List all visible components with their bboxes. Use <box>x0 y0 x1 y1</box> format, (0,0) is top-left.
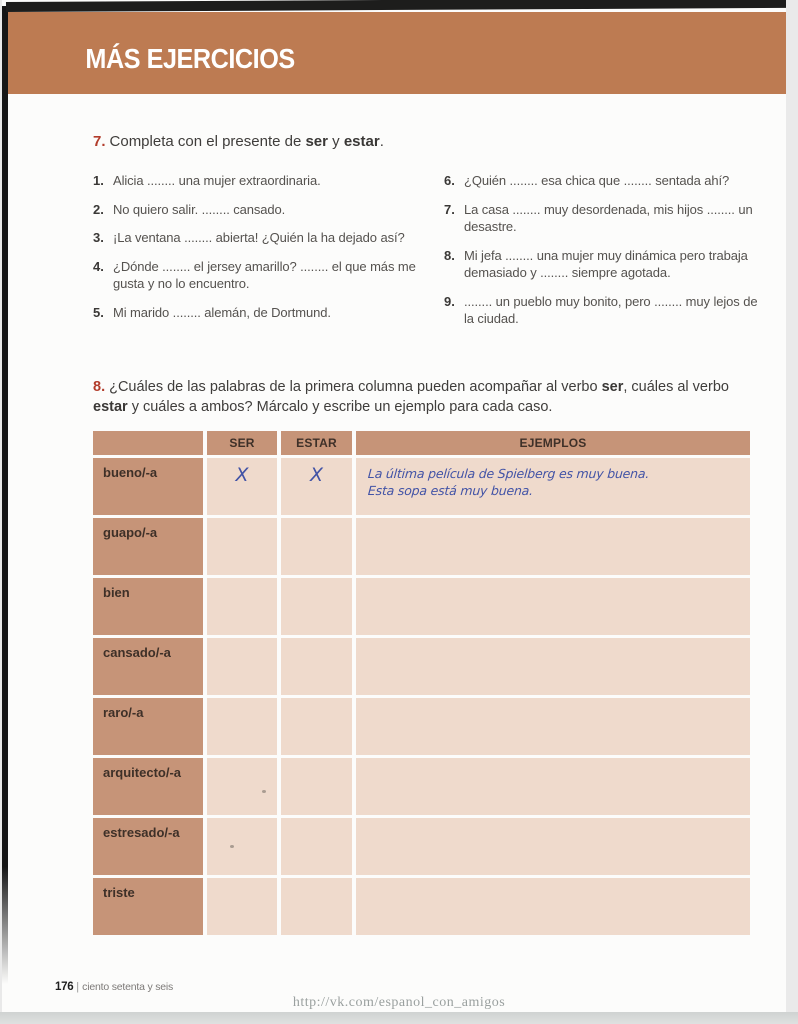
scan-edge-top <box>6 0 787 12</box>
scan-speck <box>262 790 266 793</box>
item-number: 1. <box>93 173 104 188</box>
table-header-cell: ESTAR <box>281 431 352 455</box>
table-header-cell <box>93 431 203 455</box>
item-text: ¿Dónde ........ el jersey amarillo? ........ el que más me gusta y no lo encuentro. <box>113 258 416 291</box>
page-footer <box>55 981 173 993</box>
scan-edge-bottom <box>0 1012 798 1024</box>
exercise8-title-ser: ser <box>601 379 624 395</box>
item-text: ........ un pueblo muy bonito, pero ........ muy lejos de la ciudad. <box>464 293 758 326</box>
handwritten-line: La última película de Spielberg es muy buena. <box>367 466 650 481</box>
exercise7-items <box>93 172 760 339</box>
exercise-item <box>93 229 437 247</box>
item-text: La casa ........ muy desordenada, mis hijos ........ un desastre. <box>464 201 753 234</box>
examples-cell <box>356 818 750 875</box>
estar-mark-cell <box>281 878 352 935</box>
scan-edge-right <box>786 0 798 1024</box>
handwritten-x: X <box>309 464 324 486</box>
item-number: 2. <box>93 201 104 217</box>
estar-mark-cell <box>281 698 352 755</box>
item-number: 3. <box>93 230 104 245</box>
item-number: 8. <box>444 247 455 263</box>
ser-mark-cell <box>207 698 277 755</box>
ser-mark-cell <box>207 518 277 575</box>
exercise-item <box>93 172 437 190</box>
estar-mark-cell <box>281 638 352 695</box>
ser-mark-cell <box>207 818 277 875</box>
item-text: Mi marido ........ alemán, de Dortmund. <box>113 304 331 320</box>
examples-cell <box>356 698 750 755</box>
examples-cell <box>356 878 750 935</box>
row-label-cell: triste <box>93 878 203 935</box>
exercise7-title-ser: ser <box>305 133 328 150</box>
exercise-item <box>93 304 437 322</box>
row-label-cell: bueno/-a <box>93 458 203 515</box>
examples-cell <box>356 518 750 575</box>
table-header-cell: SER <box>207 431 277 455</box>
item-text: ¿Quién ........ esa chica que ........ sentada ahí? <box>464 173 730 188</box>
row-label-cell: bien <box>93 578 203 635</box>
examples-cell <box>356 578 750 635</box>
exercise-item <box>444 172 760 190</box>
estar-mark-cell <box>281 458 352 515</box>
page-number: 176 <box>55 981 74 993</box>
item-number: 6. <box>444 173 455 188</box>
page-title: MÁS EJERCICIOS <box>85 43 295 74</box>
item-number: 5. <box>93 304 104 320</box>
exercise8-title-mid: , cuáles al verbo <box>623 379 729 395</box>
examples-cell <box>356 458 750 515</box>
exercise7-title-suffix: . <box>379 133 384 150</box>
row-label-cell: raro/-a <box>93 698 203 755</box>
item-text: Mi jefa ........ una mujer muy dinámica pero trabaja demasiado y ........ siempre agotada. <box>464 247 748 280</box>
exercise7-title-mid: y <box>328 133 344 150</box>
section-banner <box>8 12 786 94</box>
examples-cell <box>356 638 750 695</box>
ser-mark-cell <box>207 578 277 635</box>
estar-mark-cell <box>281 758 352 815</box>
ser-mark-cell <box>207 638 277 695</box>
row-label-cell: cansado/-a <box>93 638 203 695</box>
exercise8-title-suffix: y cuáles a ambos? Márcalo y escribe un ejemplo para cada caso. <box>127 399 553 415</box>
row-label-cell: estresado/-a <box>93 818 203 875</box>
scan-speck <box>230 845 234 848</box>
item-number: 9. <box>444 293 455 309</box>
exercise7-heading <box>93 133 753 150</box>
row-label-cell: arquitecto/-a <box>93 758 203 815</box>
item-text: ¡La ventana ........ abierta! ¿Quién la ha dejado así? <box>113 230 405 245</box>
exercise8-number: 8. <box>93 379 106 395</box>
page-number-words: ciento setenta y seis <box>82 981 174 993</box>
estar-mark-cell <box>281 578 352 635</box>
estar-mark-cell <box>281 518 352 575</box>
exercise-item <box>93 258 437 293</box>
item-text: Alicia ........ una mujer extraordinaria. <box>113 173 321 188</box>
footer-separator: | <box>76 981 80 993</box>
exercise-item <box>93 201 437 219</box>
exercise-item <box>444 247 760 282</box>
item-text: No quiero salir. ........ cansado. <box>113 201 286 217</box>
ser-mark-cell <box>207 878 277 935</box>
ser-estar-table <box>93 431 750 935</box>
exercise-item <box>444 201 760 236</box>
exercise7-number: 7. <box>93 133 106 150</box>
exercise8-title-text: ¿Cuáles de las palabras de la primera columna pueden acompañar al verbo <box>109 379 602 395</box>
examples-cell <box>356 758 750 815</box>
row-label-cell: guapo/-a <box>93 518 203 575</box>
handwritten-line: Esta sopa está muy buena. <box>367 483 534 498</box>
exercise7-title-estar: estar <box>343 133 380 150</box>
exercise7-right-column <box>444 172 760 339</box>
table-header-cell: EJEMPLOS <box>356 431 750 455</box>
exercise7-left-column <box>93 172 437 339</box>
ser-mark-cell <box>207 758 277 815</box>
item-number: 4. <box>93 258 104 274</box>
ser-mark-cell <box>207 458 277 515</box>
estar-mark-cell <box>281 818 352 875</box>
exercise7-title-text: Completa con el presente de <box>109 133 306 150</box>
watermark-url: http://vk.com/espanol_con_amigos <box>292 995 506 1010</box>
item-number: 7. <box>444 201 455 217</box>
exercise8-title-estar: estar <box>93 399 128 415</box>
handwritten-x: X <box>235 464 249 486</box>
exercise-item <box>444 293 760 328</box>
scan-edge-left <box>2 6 8 984</box>
exercise8-heading <box>93 377 745 417</box>
